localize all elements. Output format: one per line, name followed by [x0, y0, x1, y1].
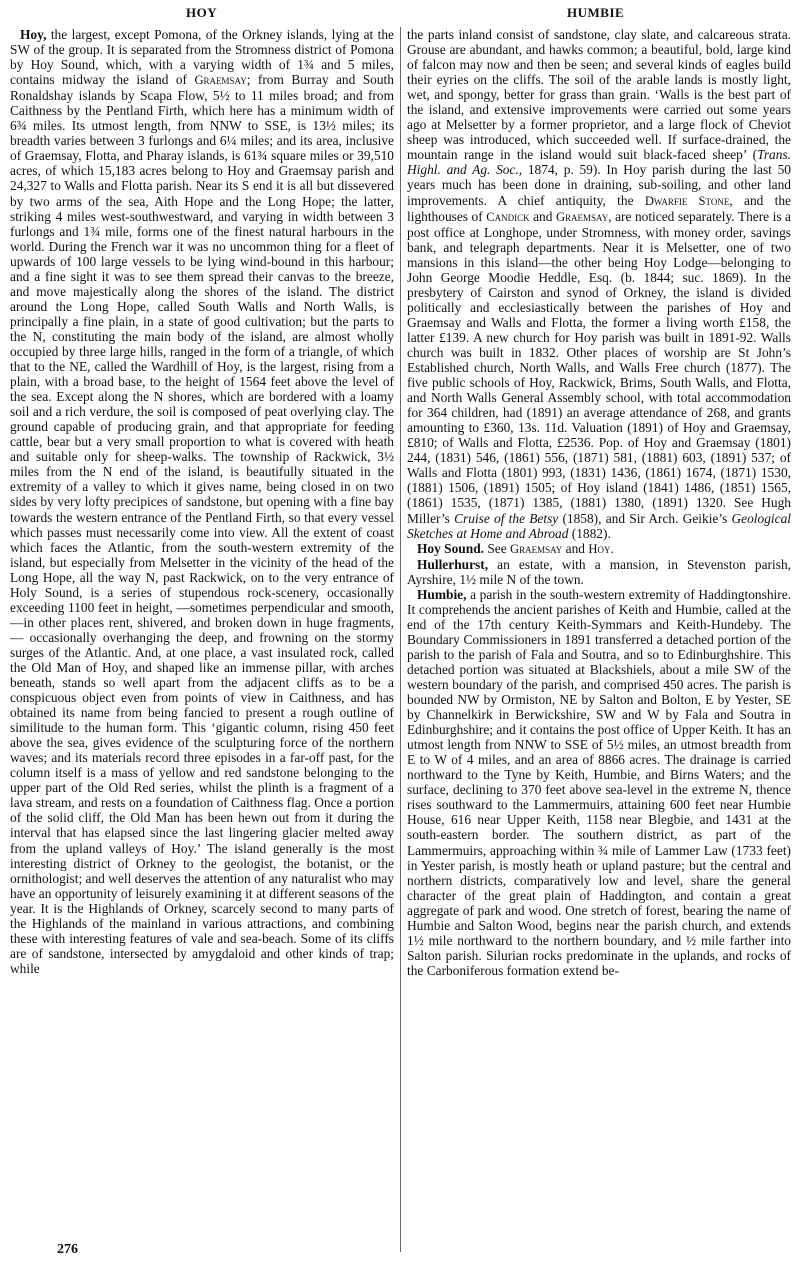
running-head [0, 5, 800, 23]
hoy-continued-text-4: and [529, 208, 556, 224]
title-geological-sketches: Geological Sketches at Home and Abroad [407, 510, 791, 541]
cross-ref-graemsay-2: Graemsay [555, 209, 609, 224]
entry-headword-hoy-sound: Hoy Sound. [417, 540, 484, 556]
hoy-entry-continued [407, 27, 791, 541]
hoy-continued-text-6: (1858), and Sir Arch. Geikie’s [558, 510, 732, 526]
hoy-sound-text-3: . [610, 540, 614, 556]
hoy-continued-text-5: , are noticed separately. There is a post office at Longhope, under Stromness, with money order, savings bank, and telegraph departments. Near it is Melsetter, one of two mansions in this island—the other being Hoy Lodge—belonging to John George Moodie Heddle, Esq. (b. 1844; suc. 1869). In the presbytery of Cairston and synod of Orkney, the island is divided politically and ecclesiastically between the parishes of Hoy and Graemsay and Walls and Flotta, the former a living worth £158, the latter £139. A new church for Hoy parish was built in 1891-92. Walls church was built in 1832. Other places of worship are St John’s Established church, North Walls, and Walls Free church (1877). The five public schools of Hoy, Rackwick, Brims, South Walls, and Flotta, and North Walls General Assembly school, with total accommodation for 364 children, had (1891) an average attendance of 268, and grants amounting to £360, 13s. 11d. Valuation (1891) of Hoy and Graemsay, £810; of Walls and Flotta, £2536. Pop. of Hoy and Graemsay (1801) 244, (1831) 546, (1861) 556, (1871) 581, (1881) 603, (1891) 537; of Walls and Flotta (1801) 993, (1831) 1436, (1861) 1674, (1871) 1530, (1881) 1506, (1891) 1505; of Hoy island (1841) 1486, (1851) 1565, (1861) 1535, (1871) 1385, (1881) 1380, (1891) 1320. See Hugh Miller’s [407, 208, 791, 526]
right-column [407, 27, 791, 1241]
left-column [10, 27, 394, 1241]
hoy-entry-text-cont: ; from Burray and South Ronaldshay islands by Scapa Flow, 5½ to 11 miles broad; and from Caithness by the Pentland Firth, which here has a minimum width of 6¾ miles. Its utmost length, from NNW to SSE, is 13½ miles; its breadth varies between 3 furlongs and 6¼ miles; and its area, inclusive of Graemsay, Flotta, and Pharay islands, is 61¾ square miles or 39,510 acres, of which 15,183 acres belong to Hoy and Graemsay parish and 24,327 to Walls and Flotta parish. Near its S end it is all but dissevered by two arms of the sea, Aith Hope and the Long Hope; the latter, striking 4 miles west-southwestward, and varying in width between 3 furlongs and 1¾ mile, forms one of the finest natural harbours in the world. During the French war it was no uncommon thing for a fleet of upwards of 100 large vessels to be lying wind-bound in this harbour; and a fine sight it was to see them spread their canvas to the breeze, and move majestically along the shores of the island. The district around the Long Hope, called South Walls and North Walls, is principally a fine plain, in a state of good cultivation; but the parts to the N, constituting the main body of the island, are almost wholly occupied by three large hills, ranged in the form of a triangle, of which that to the NE, called the Wardhill of Hoy, is the largest, rising from a plain, with a broad base, to the height of 1564 feet above the level of the sea. Except along the N shores, which are bordered with a loamy soil and a rich verdure, the soil is composed of peat overlying clay. The ground capable of producing grain, and that appropriate for feeding cattle, bear but a very small proportion to what is covered with heath and suitable only for sheep-walks. The township of Rackwick, 3½ miles from the N end of the island, is beautifully situated in the extremity of a valley to which it gives name, being closed in on two sides by very lofty precipices of sandstone, but opening with a fine bay towards the western entrance of the Pentland Firth, so that every vessel which passes must necessarily come into view. All the extent of coast which faces the Atlantic, from the south-western extremity of the island, but especially from Melsetter in the vicinity of the head of the Long Hope, all the way N, past Rackwick, on to the very entrance of Holy Sound, is a series of stupendous rock-scenery, occasionally exceeding 1100 feet in height, —sometimes perpendicular and smooth,—in other places rent, shivered, and broken down in huge fragments,— occasionally overhanging the deep, and frowning on the stormy surges of the Atlantic. And, at one place, a vast insulated rock, called the Old Man of Hoy, and shaped like an immense pillar, with arches beneath, stands so well apart from the adjacent cliffs as to be a conspicuous object even from points of view in Caithness, and has obtained its name from being fancied to present a rough outline of similitude to the human form. This ‘gigantic column, rising 450 feet above the sea, gives evidence of the sculpturing force of the northern waves; and its materials record three episodes in a far-off past, for the column itself is a mass of yellow and red sandstone belonging to the upper part of the Old Red series, whilst the plinth is a fragment of a lava stream, and rests on a foundation of Caithness flag. Once a portion of the solid cliff, the Old Man has been hewn out from it during the interval that has elapsed since the last lingering glacier melted away from the upland valleys of Hoy.’ The island generally is the most interesting district of Orkney to the geologist, the botanist, or the ornithologist; and well deserves the attention of any naturalist who may have an opportunity of leisurely examining it at different seasons of the year. It is the Highlands of Orkney, scarcely second to many parts of the Highlands of the mainland in various attractions, and combining these with interesting features of vale and sea-beach. Some of its cliffs are of sandstone, intersected by amygdaloid and other kinds of trap; while [10, 72, 394, 976]
humbie-entry [407, 587, 791, 978]
citation-trans-highl: Trans. Highl. and Ag. Soc. [407, 147, 791, 178]
hoy-entry [10, 27, 394, 976]
hoy-continued-text-7: (1882). [568, 525, 611, 541]
cross-ref-hoy: Hoy [588, 541, 611, 556]
entry-headword-hullerhurst: Hullerhurst, [417, 556, 489, 572]
column-divider [400, 27, 401, 1252]
title-cruise-of-the-betsy: Cruise of the Betsy [454, 510, 559, 526]
hullerhurst-entry [407, 557, 791, 587]
cross-ref-dwarfie-stone: Dwarfie Stone [644, 193, 730, 208]
running-head-right: HUMBIE [567, 5, 625, 20]
entry-headword-humbie: Humbie, [417, 586, 467, 602]
running-head-left: HOY [186, 5, 218, 20]
page-number: 276 [57, 1242, 78, 1257]
entry-headword-hoy: Hoy, [20, 27, 47, 42]
cross-ref-candick: Candick [486, 209, 530, 224]
hoy-continued-text-2: , 1874, p. 59). In Hoy parish during the last 50 years much has been done in draining, sub-soiling, and other land improvements. A chief antiquity, the [407, 162, 791, 208]
cross-ref-graemsay: Graemsay [194, 73, 247, 88]
hoy-sound-entry [407, 541, 791, 557]
hoy-continued-text-3: , and the lighthouses of [407, 192, 791, 224]
cross-ref-graemsay-3: Graemsay [510, 541, 563, 556]
hoy-continued-text: the parts inland consist of sandstone, clay slate, and calcareous strata. Grouse are abundant, and hawks common; a beautiful, bold, large kind of falcon may now and then be seen; and several kinds of eagles build their eyries on the cliffs. The soil of the arable lands is mostly light, wet, and spongy, better for grass than grain. ‘Walls is the best part of the island, and extensive improvements were carried out some years ago at Melsetter by a former proprietor, and a large flock of Cheviot sheep was introduced, which succeeded well. If surface-drained, the mountain range in the island would suit black-faced sheep’ ( [407, 27, 791, 163]
hoy-sound-text: See [484, 540, 511, 556]
hoy-entry-text: the largest, except Pomona, of the Orkney islands, lying at the SW of the group. It is separated from the Stromness district of Pomona by Hoy Sound, which, with a varying width of 1¾ and 5 miles, contains midway the island of [10, 27, 394, 88]
humbie-text: a parish in the south-western extremity of Haddingtonshire. It comprehends the ancient parishes of Keith and Humbie, called at the end of the 17th century Keith-Symmars and Keith-Hundeby. The Boundary Commissioners in 1891 transferred a detached portion of the parish to the parish of Fala and Soutra, and so to Edinburghshire. This detached portion was situated at Blackshiels, about a mile SW of the western boundary of the parish, and comprised 450 acres. The parish is bounded NW by Ormiston, NE by Salton and Bolton, E by Yester, SE by Channelkirk in Berwickshire, SW and W by Fala and Soutra in Edinburghshire; and it contains the post office of Upper Keith. It has an utmost length from NNW to SSE of 5½ miles, an utmost breadth from E to W of 4 miles, and an area of 8866 acres. The drainage is carried northward to the Tyne by Keith, Humbie, and Birns Waters; and the surface, declining to 370 feet above sea-level in the extreme N, thence rises southward to the Lammermuirs, attaining 600 feet near Humbie House, 616 near Upper Keith, 1158 near Blegbie, and 1431 at the south-eastern border. The southern district, as part of the Lammermuirs, approaching within ¾ mile of Lammer Law (1733 feet) in Yester parish, is mostly heath or upland pasture; but the central and northern districts, comparatively low and level, share the general character of the great plain of Haddington, and contain a great aggregate of park and wood. One stretch of forest, bearing the name of Humbie and Salton Wood, begins near the parish church, and extends 1½ mile northward to the northern boundary, and ½ mile farther into Salton parish. Silurian rocks predominate in the uplands, and rocks of the Carboniferous formation extend be- [407, 586, 791, 978]
hullerhurst-text: an estate, with a mansion, in Stevenston parish, Ayrshire, 1½ mile N of the town. [407, 556, 791, 587]
hoy-sound-text-2: and [562, 540, 589, 556]
